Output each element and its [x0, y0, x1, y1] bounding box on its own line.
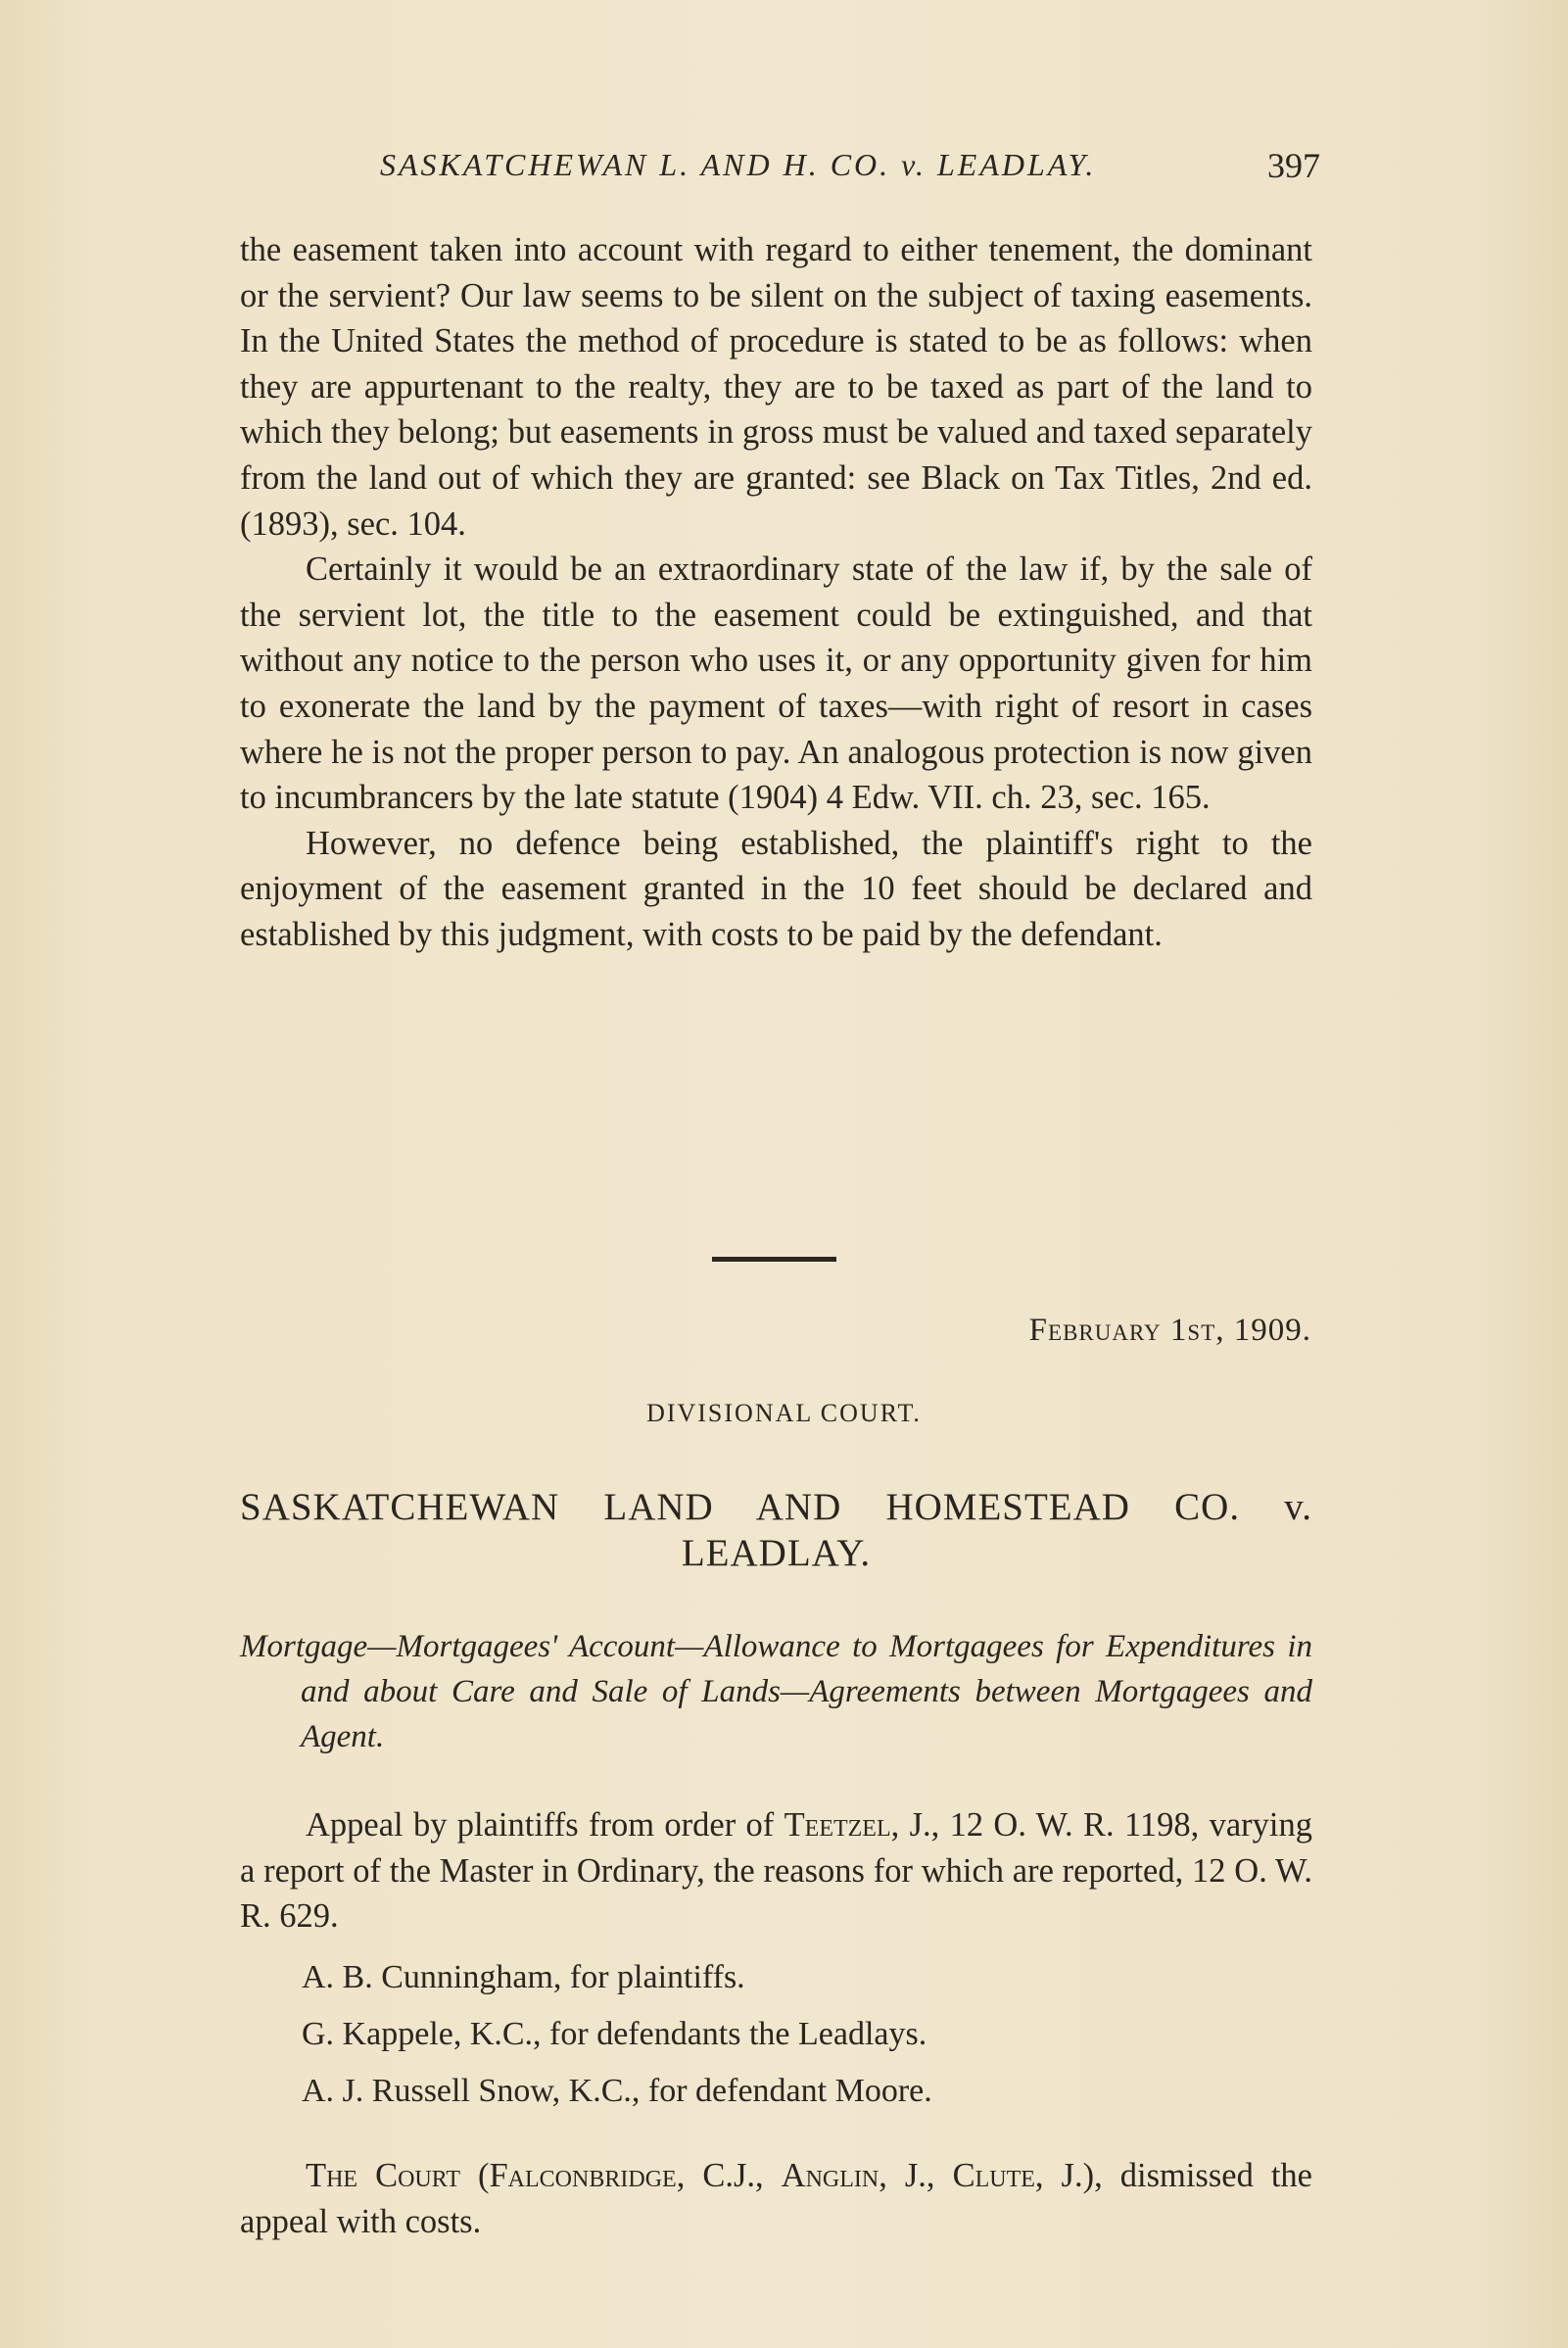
decision-date: February 1st, 1909.: [1028, 1313, 1311, 1348]
judge-2: Anglin: [781, 2157, 879, 2194]
judge-3: Clute: [952, 2157, 1035, 2194]
judgment-open: (: [459, 2157, 490, 2194]
counsel-line-2: G. Kappele, K.C., for defendants the Leadlays.: [302, 2016, 927, 2052]
running-head: SASKATCHEWAN L. AND H. CO. v. LEADLAY.: [380, 147, 1097, 182]
judgment-text-3: , J.), dismissed the appeal with costs.: [240, 2157, 1312, 2240]
counsel-line-3: A. J. Russell Snow, K.C., for defendant Moore.: [302, 2073, 932, 2109]
paragraph-2: Certainly it would be an extraordinary state of the law if, by the sale of the servient lot, the title to the easement could be extinguished, and that without any notice to the person who uses it, or any opportunity given for him to exonerate the land by the payment of taxes—with right of resort in cases where he is not the proper person to pay. An analogous protection is now given to incumbrancers by the late statute (1904) 4 Edw. VII. ch. 23, sec. 165.: [240, 551, 1312, 817]
judgment-text-2: , J.,: [879, 2157, 953, 2194]
case-title: [240, 1484, 1312, 1576]
judgment-paragraph: [240, 2153, 1312, 2244]
appeal-text-post: , J., 12 O. W. R. 1198, varying a report of the Master in Ordinary, the reasons for which are reported, 12 O. W. R. 629.: [240, 1806, 1313, 1936]
judge-1: Falconbridge: [489, 2157, 677, 2194]
headnote: Mortgage—Mortgagees' Account—Allowance to Mortgagees for Expenditures in and about Care and Sale of Lands—Agreements between Mortgagees and Agent.: [240, 1629, 1312, 1754]
page-number: 397: [1267, 146, 1320, 185]
appeal-paragraph: [240, 1802, 1312, 1940]
judge-name: Teetzel: [784, 1806, 891, 1844]
appeal-text-pre: Appeal by plaintiffs from order of: [306, 1806, 784, 1844]
paragraph-3: However, no defence being established, the plaintiff's right to the enjoyment of the easement granted in the 10 feet should be declared and established by this judgment, with costs to be paid by the defendant.: [240, 824, 1312, 953]
case-title-line-2: LEADLAY.: [681, 1532, 872, 1574]
judgment-text-1: , C.J.,: [676, 2157, 782, 2194]
page-header: [380, 147, 1320, 196]
case-title-line-1: SASKATCHEWAN LAND AND HOMESTEAD CO. v.: [240, 1486, 1312, 1528]
section-divider: [712, 1257, 836, 1262]
court-label: The Court: [306, 2157, 460, 2194]
counsel-line-1: A. B. Cunningham, for plaintiffs.: [302, 1959, 745, 1995]
opinion-text: [240, 227, 1312, 958]
paragraph-1: the easement taken into account with regard to either tenement, the dominant or the servient? Our law seems to be silent on the subject of taxing easements. In the United States the method of procedure is stated to be as follows: when they are appurtenant to the realty, they are to be taxed as part of the land to which they belong; but easements in gross must be valued and taxed separately from the land out of which they are granted: see Black on Tax Titles, 2nd ed. (1893), sec. 104.: [240, 231, 1312, 543]
court-name: DIVISIONAL COURT.: [646, 1399, 922, 1427]
